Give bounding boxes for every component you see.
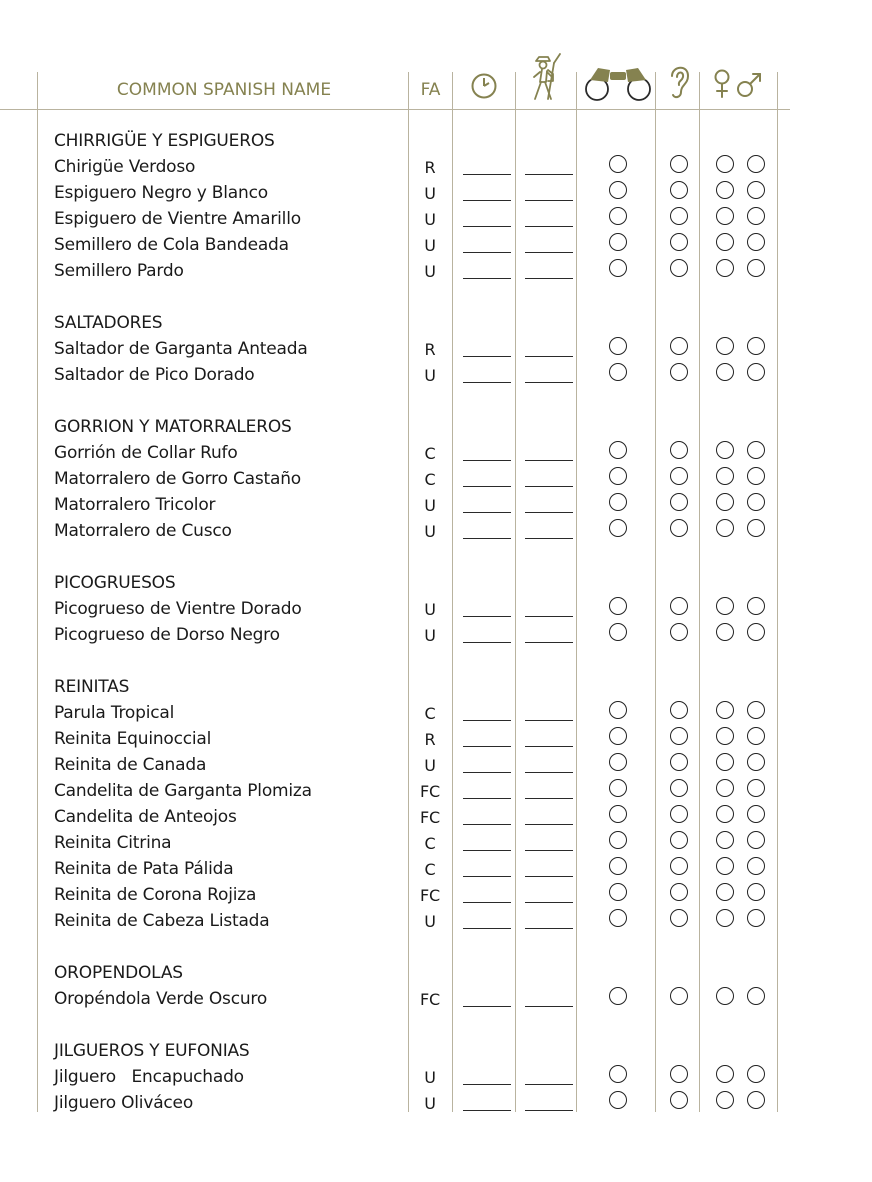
heard-checkbox[interactable] [670, 233, 688, 251]
female-checkbox[interactable] [716, 363, 734, 381]
male-checkbox[interactable] [747, 727, 765, 745]
heard-checkbox[interactable] [670, 1091, 688, 1109]
heard-checkbox[interactable] [670, 623, 688, 641]
male-checkbox[interactable] [747, 701, 765, 719]
male-checkbox[interactable] [747, 467, 765, 485]
abundance-code: U [424, 262, 436, 281]
date-blank[interactable] [463, 928, 511, 929]
common-spanish-name-header: COMMON SPANISH NAME [116, 80, 332, 100]
species-name: Chirigüe Verdoso [54, 157, 196, 177]
heard-checkbox[interactable] [670, 259, 688, 277]
date-blank[interactable] [463, 876, 511, 877]
female-checkbox[interactable] [716, 207, 734, 225]
seen-checkbox[interactable] [609, 727, 627, 745]
female-checkbox[interactable] [716, 155, 734, 173]
female-checkbox[interactable] [716, 779, 734, 797]
location-blank[interactable] [525, 226, 573, 227]
column-divider [37, 72, 38, 1112]
female-checkbox[interactable] [716, 259, 734, 277]
male-checkbox[interactable] [747, 493, 765, 511]
location-blank[interactable] [525, 876, 573, 877]
male-checkbox[interactable] [747, 519, 765, 537]
seen-checkbox[interactable] [609, 805, 627, 823]
abundance-code: U [424, 600, 436, 619]
heard-checkbox[interactable] [670, 597, 688, 615]
date-blank[interactable] [463, 356, 511, 357]
male-checkbox[interactable] [747, 987, 765, 1005]
abundance-code: C [424, 860, 436, 879]
male-checkbox[interactable] [747, 831, 765, 849]
abundance-code: U [424, 1068, 436, 1087]
column-divider [777, 72, 778, 1112]
seen-checkbox[interactable] [609, 753, 627, 771]
male-checkbox[interactable] [747, 779, 765, 797]
female-checkbox[interactable] [716, 883, 734, 901]
location-blank[interactable] [525, 174, 573, 175]
location-blank[interactable] [525, 538, 573, 539]
date-blank[interactable] [463, 902, 511, 903]
date-blank[interactable] [463, 616, 511, 617]
species-name: Gorrión de Collar Rufo [54, 443, 238, 463]
abundance-code: C [424, 470, 436, 489]
female-checkbox[interactable] [716, 623, 734, 641]
column-divider [655, 72, 656, 1112]
female-checkbox[interactable] [716, 493, 734, 511]
female-checkbox[interactable] [716, 337, 734, 355]
date-blank[interactable] [463, 824, 511, 825]
species-name: Espiguero de Vientre Amarillo [54, 209, 301, 229]
seen-checkbox[interactable] [609, 207, 627, 225]
female-checkbox[interactable] [716, 1091, 734, 1109]
seen-checkbox[interactable] [609, 701, 627, 719]
heard-checkbox[interactable] [670, 701, 688, 719]
abundance-code: C [424, 704, 436, 723]
seen-checkbox[interactable] [609, 493, 627, 511]
female-checkbox[interactable] [716, 233, 734, 251]
female-checkbox[interactable] [716, 441, 734, 459]
species-name: Saltador de Pico Dorado [54, 365, 255, 385]
header-rule [0, 109, 790, 110]
seen-checkbox[interactable] [609, 987, 627, 1005]
date-blank[interactable] [463, 642, 511, 643]
abundance-code: U [424, 236, 436, 255]
location-blank[interactable] [525, 902, 573, 903]
seen-checkbox[interactable] [609, 519, 627, 537]
seen-checkbox[interactable] [609, 883, 627, 901]
location-blank[interactable] [525, 200, 573, 201]
species-name: Candelita de Garganta Plomiza [54, 781, 312, 801]
location-blank[interactable] [525, 1110, 573, 1111]
group-title: SALTADORES [54, 313, 163, 333]
seen-checkbox[interactable] [609, 1065, 627, 1083]
male-checkbox[interactable] [747, 857, 765, 875]
species-name: Oropéndola Verde Oscuro [54, 989, 268, 1009]
seen-checkbox[interactable] [609, 155, 627, 173]
binoculars-icon [584, 64, 652, 104]
male-checkbox[interactable] [747, 883, 765, 901]
heard-checkbox[interactable] [670, 155, 688, 173]
group-title: PICOGRUESOS [54, 573, 176, 593]
abundance-code: U [424, 184, 436, 203]
female-checkbox[interactable] [716, 727, 734, 745]
female-checkbox[interactable] [716, 701, 734, 719]
date-blank[interactable] [463, 746, 511, 747]
female-checkbox[interactable] [716, 597, 734, 615]
abundance-code: FC [420, 808, 440, 827]
heard-checkbox[interactable] [670, 207, 688, 225]
heard-checkbox[interactable] [670, 1065, 688, 1083]
female-checkbox[interactable] [716, 467, 734, 485]
female-checkbox[interactable] [716, 753, 734, 771]
species-name: Semillero de Cola Bandeada [54, 235, 289, 255]
location-blank[interactable] [525, 616, 573, 617]
female-male-icon [712, 68, 766, 100]
male-checkbox[interactable] [747, 441, 765, 459]
date-blank[interactable] [463, 1006, 511, 1007]
female-checkbox[interactable] [716, 805, 734, 823]
heard-checkbox[interactable] [670, 753, 688, 771]
heard-checkbox[interactable] [670, 337, 688, 355]
date-blank[interactable] [463, 200, 511, 201]
seen-checkbox[interactable] [609, 441, 627, 459]
seen-checkbox[interactable] [609, 467, 627, 485]
male-checkbox[interactable] [747, 259, 765, 277]
column-divider [408, 72, 409, 1112]
male-checkbox[interactable] [747, 623, 765, 641]
species-name: Picogrueso de Vientre Dorado [54, 599, 302, 619]
column-divider [699, 72, 700, 1112]
heard-checkbox[interactable] [670, 883, 688, 901]
species-name: Espiguero Negro y Blanco [54, 183, 268, 203]
location-blank[interactable] [525, 642, 573, 643]
date-blank[interactable] [463, 460, 511, 461]
heard-checkbox[interactable] [670, 441, 688, 459]
male-checkbox[interactable] [747, 337, 765, 355]
abundance-code: R [424, 730, 436, 749]
species-name: Reinita de Corona Rojiza [54, 885, 257, 905]
heard-checkbox[interactable] [670, 181, 688, 199]
seen-checkbox[interactable] [609, 363, 627, 381]
clock-icon [470, 72, 498, 100]
seen-checkbox[interactable] [609, 233, 627, 251]
date-blank[interactable] [463, 382, 511, 383]
species-name: Jilguero Encapuchado [54, 1067, 244, 1087]
abundance-code: U [424, 626, 436, 645]
male-checkbox[interactable] [747, 1065, 765, 1083]
heard-checkbox[interactable] [670, 857, 688, 875]
heard-checkbox[interactable] [670, 363, 688, 381]
heard-checkbox[interactable] [670, 831, 688, 849]
seen-checkbox[interactable] [609, 597, 627, 615]
species-name: Saltador de Garganta Anteada [54, 339, 308, 359]
date-blank[interactable] [463, 1084, 511, 1085]
seen-checkbox[interactable] [609, 623, 627, 641]
location-blank[interactable] [525, 356, 573, 357]
location-blank[interactable] [525, 824, 573, 825]
heard-checkbox[interactable] [670, 467, 688, 485]
group-title: CHIRRIGÜE Y ESPIGUEROS [54, 131, 275, 151]
abundance-code: U [424, 366, 436, 385]
seen-checkbox[interactable] [609, 259, 627, 277]
heard-checkbox[interactable] [670, 805, 688, 823]
location-blank[interactable] [525, 252, 573, 253]
abundance-code: C [424, 444, 436, 463]
fa-header: FA [420, 80, 441, 100]
male-checkbox[interactable] [747, 805, 765, 823]
seen-checkbox[interactable] [609, 1091, 627, 1109]
heard-checkbox[interactable] [670, 727, 688, 745]
female-checkbox[interactable] [716, 909, 734, 927]
date-blank[interactable] [463, 174, 511, 175]
location-blank[interactable] [525, 1084, 573, 1085]
location-blank[interactable] [525, 382, 573, 383]
species-name: Reinita Equinoccial [54, 729, 212, 749]
location-blank[interactable] [525, 460, 573, 461]
location-blank[interactable] [525, 512, 573, 513]
group-title: OROPENDOLAS [54, 963, 183, 983]
date-blank[interactable] [463, 512, 511, 513]
column-divider [576, 72, 577, 1112]
date-blank[interactable] [463, 720, 511, 721]
ear-icon [667, 62, 693, 102]
female-checkbox[interactable] [716, 181, 734, 199]
female-checkbox[interactable] [716, 987, 734, 1005]
female-checkbox[interactable] [716, 1065, 734, 1083]
species-name: Reinita Citrina [54, 833, 172, 853]
male-checkbox[interactable] [747, 1091, 765, 1109]
species-name: Matorralero Tricolor [54, 495, 216, 515]
heard-checkbox[interactable] [670, 493, 688, 511]
abundance-code: U [424, 522, 436, 541]
male-checkbox[interactable] [747, 909, 765, 927]
location-blank[interactable] [525, 798, 573, 799]
female-checkbox[interactable] [716, 831, 734, 849]
location-blank[interactable] [525, 1006, 573, 1007]
seen-checkbox[interactable] [609, 857, 627, 875]
male-checkbox[interactable] [747, 363, 765, 381]
date-blank[interactable] [463, 772, 511, 773]
location-blank[interactable] [525, 850, 573, 851]
abundance-code: U [424, 1094, 436, 1113]
abundance-code: FC [420, 990, 440, 1009]
species-name: Matorralero de Cusco [54, 521, 232, 541]
female-checkbox[interactable] [716, 857, 734, 875]
abundance-code: U [424, 912, 436, 931]
date-blank[interactable] [463, 278, 511, 279]
abundance-code: U [424, 496, 436, 515]
seen-checkbox[interactable] [609, 337, 627, 355]
date-blank[interactable] [463, 1110, 511, 1111]
location-blank[interactable] [525, 928, 573, 929]
group-title: REINITAS [54, 677, 130, 697]
species-name: Picogrueso de Dorso Negro [54, 625, 280, 645]
location-blank[interactable] [525, 772, 573, 773]
male-checkbox[interactable] [747, 597, 765, 615]
location-blank[interactable] [525, 278, 573, 279]
species-name: Candelita de Anteojos [54, 807, 237, 827]
abundance-code: R [424, 158, 436, 177]
heard-checkbox[interactable] [670, 909, 688, 927]
heard-checkbox[interactable] [670, 519, 688, 537]
male-checkbox[interactable] [747, 233, 765, 251]
location-blank[interactable] [525, 486, 573, 487]
species-name: Semillero Pardo [54, 261, 184, 281]
species-name: Parula Tropical [54, 703, 175, 723]
date-blank[interactable] [463, 850, 511, 851]
column-divider [452, 72, 453, 1112]
location-blank[interactable] [525, 746, 573, 747]
species-name: Reinita de Canada [54, 755, 207, 775]
abundance-code: FC [420, 782, 440, 801]
abundance-code: U [424, 210, 436, 229]
date-blank[interactable] [463, 226, 511, 227]
male-checkbox[interactable] [747, 155, 765, 173]
location-blank[interactable] [525, 720, 573, 721]
abundance-code: C [424, 834, 436, 853]
heard-checkbox[interactable] [670, 987, 688, 1005]
hiker-icon [526, 53, 564, 103]
seen-checkbox[interactable] [609, 181, 627, 199]
heard-checkbox[interactable] [670, 779, 688, 797]
date-blank[interactable] [463, 486, 511, 487]
male-checkbox[interactable] [747, 181, 765, 199]
group-title: GORRION Y MATORRALEROS [54, 417, 292, 437]
male-checkbox[interactable] [747, 207, 765, 225]
species-name: Reinita de Cabeza Listada [54, 911, 270, 931]
species-name: Matorralero de Gorro Castaño [54, 469, 301, 489]
seen-checkbox[interactable] [609, 831, 627, 849]
male-checkbox[interactable] [747, 753, 765, 771]
seen-checkbox[interactable] [609, 779, 627, 797]
date-blank[interactable] [463, 798, 511, 799]
species-name: Jilguero Oliváceo [54, 1093, 194, 1113]
abundance-code: R [424, 340, 436, 359]
date-blank[interactable] [463, 252, 511, 253]
date-blank[interactable] [463, 538, 511, 539]
female-checkbox[interactable] [716, 519, 734, 537]
species-name: Reinita de Pata Pálida [54, 859, 234, 879]
abundance-code: FC [420, 886, 440, 905]
group-title: JILGUEROS Y EUFONIAS [54, 1041, 250, 1061]
column-divider [515, 72, 516, 1112]
seen-checkbox[interactable] [609, 909, 627, 927]
abundance-code: U [424, 756, 436, 775]
